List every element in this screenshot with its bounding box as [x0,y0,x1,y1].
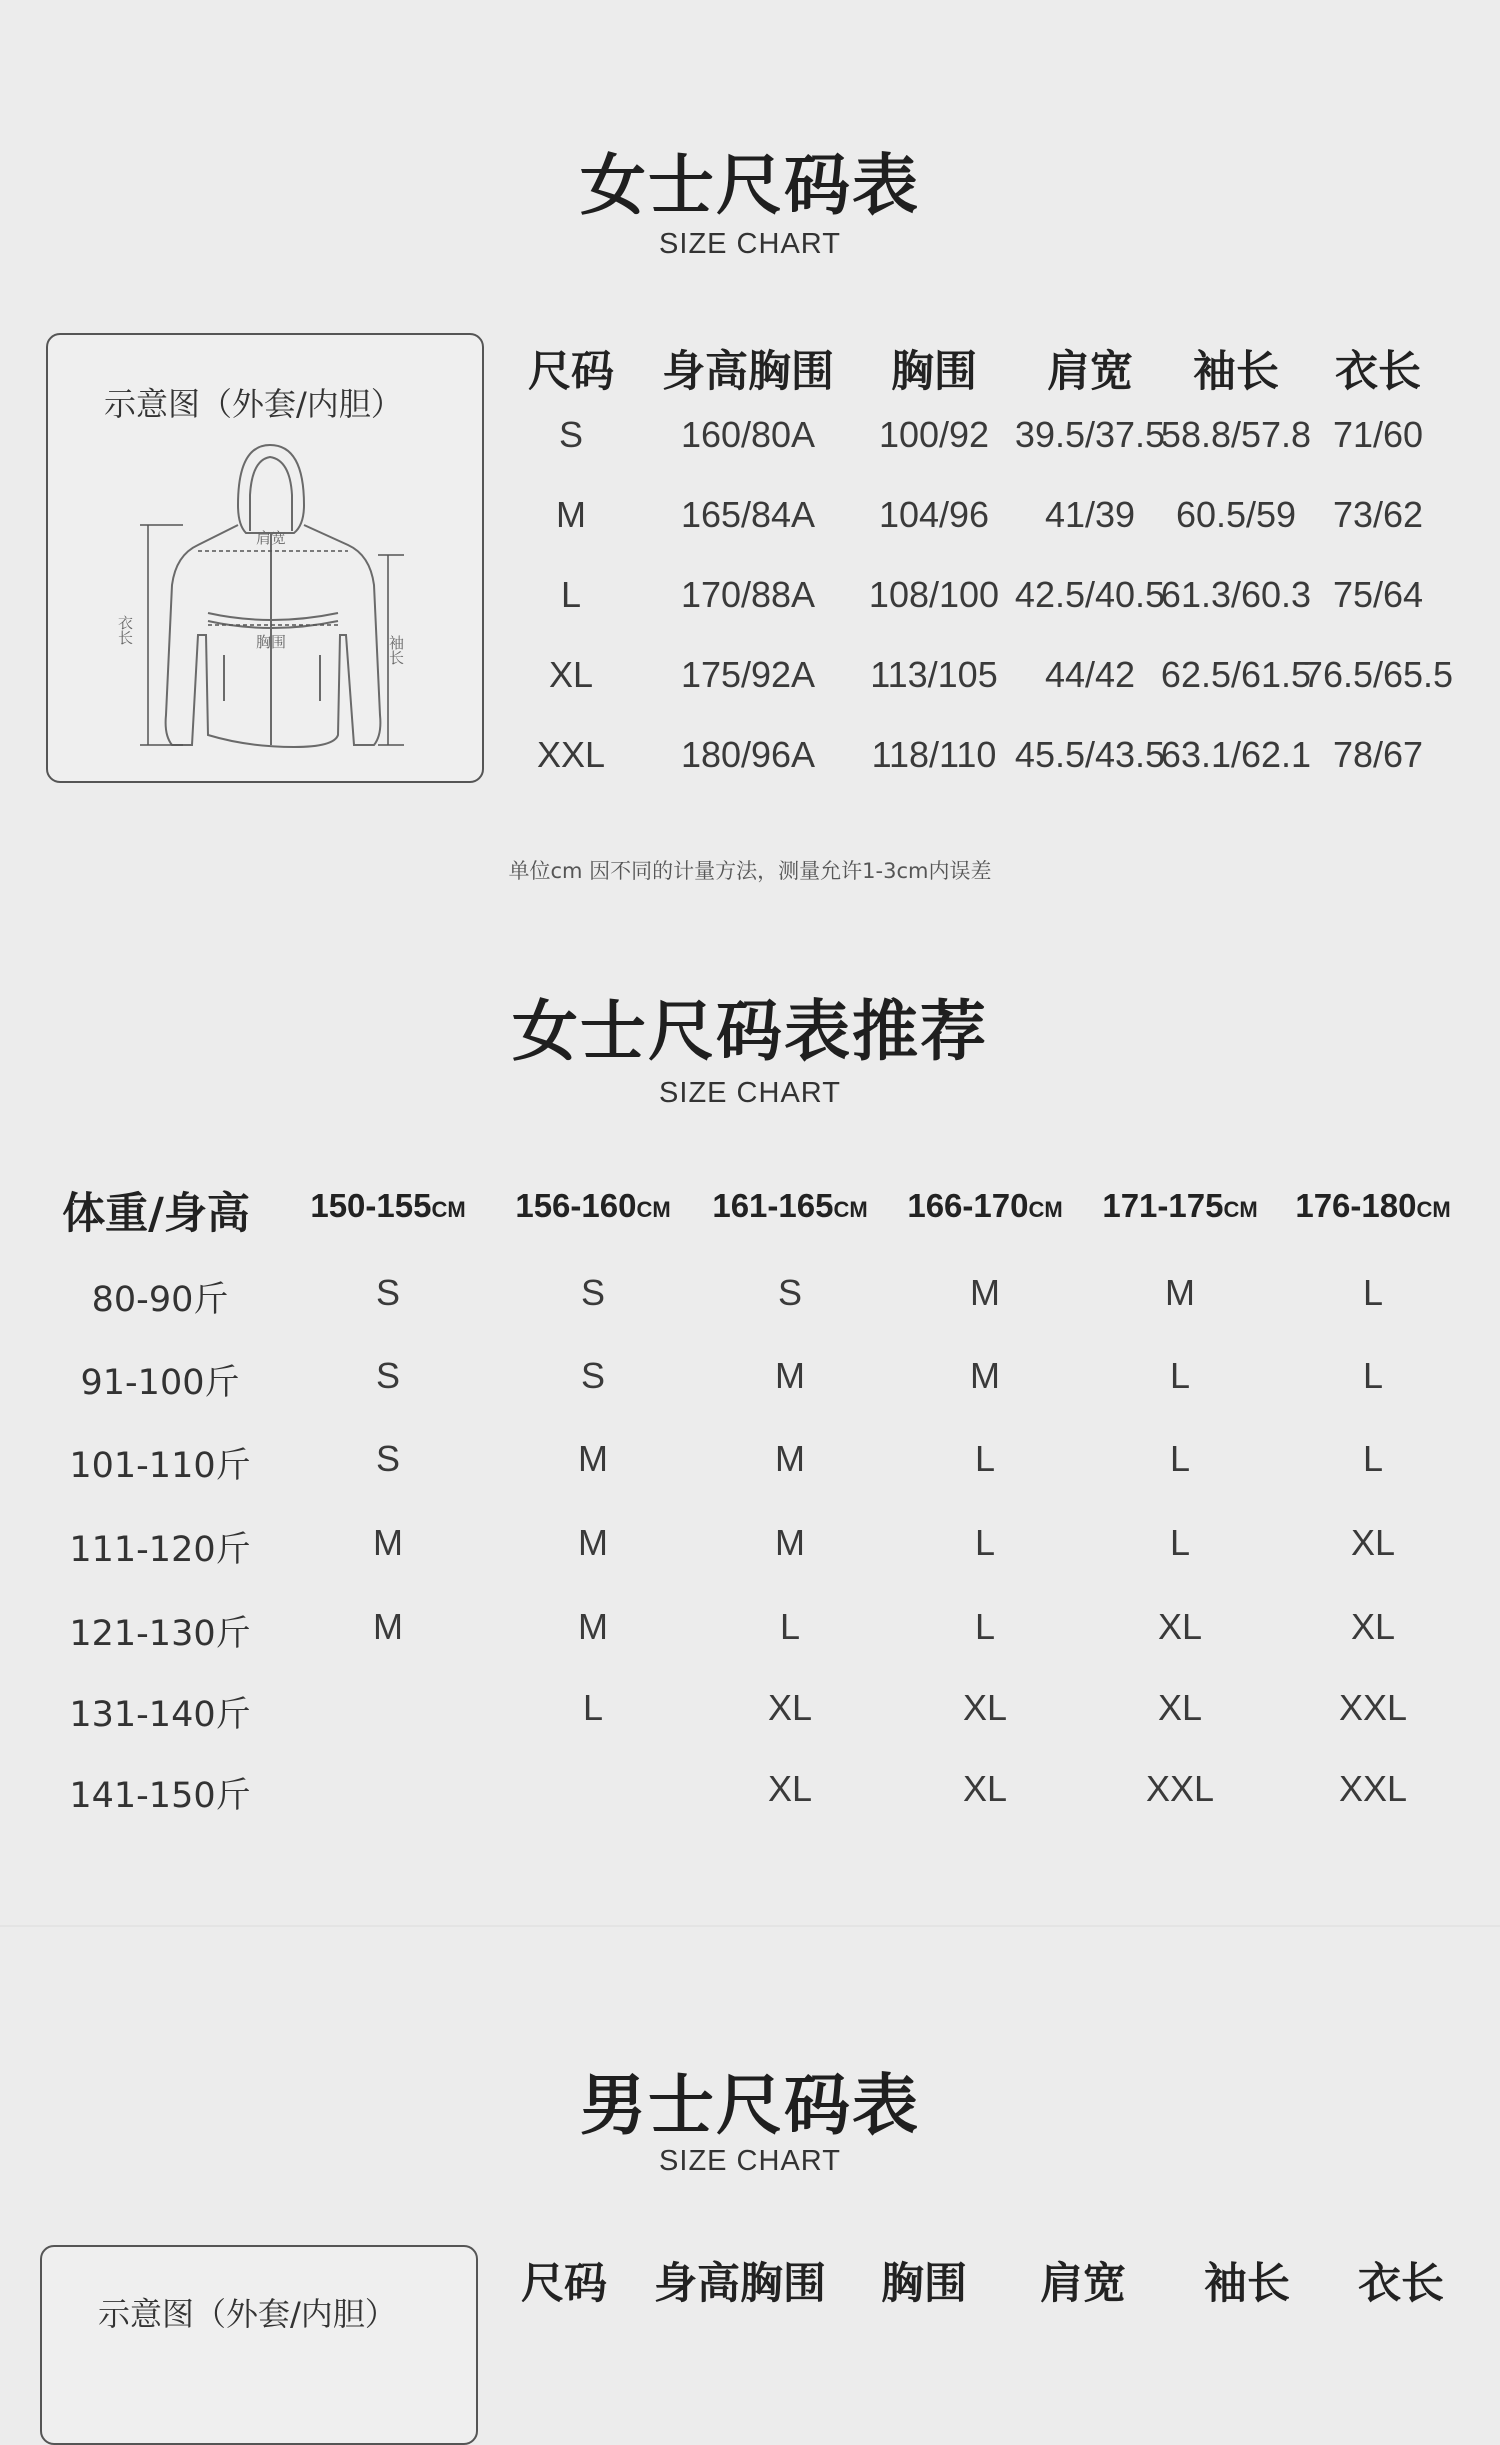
weight-range-label: 80-90斤 [91,1280,229,1320]
women-table-cell: 113/105 [870,654,998,695]
women-col-header: 衣长 [1335,347,1421,397]
recommended-size-cell: L [1169,1522,1191,1563]
weight-range-label: 131-140斤 [69,1695,251,1735]
chest-label: 胸围 [256,633,287,651]
recommended-size-cell: S [375,1438,401,1479]
women-col-header: 袖长 [1193,347,1279,397]
jacket-illustration [48,335,486,785]
women-table-cell: 62.5/61.5 [1160,654,1312,695]
height-range-header [310,1187,465,1225]
recommended-size-cell: M [578,1438,608,1479]
height-unit: CM [431,1197,466,1222]
women-table-cell: 60.5/59 [1175,494,1297,535]
women-table-cell: 39.5/37.5 [1014,414,1166,455]
recommended-size-cell: L [974,1438,996,1479]
women-table-cell: 175/92A [680,654,816,695]
recommended-size-cell: M [775,1522,805,1563]
height-range-value: 150-155 [310,1187,432,1224]
height-unit: CM [833,1197,868,1222]
height-range-value: 176-180 [1295,1187,1417,1224]
women-table-cell: 165/84A [680,494,816,535]
men-col-header: 肩宽 [1040,2259,1126,2309]
recommended-size-cell: M [373,1522,403,1563]
length-label: 衣长 [116,615,134,645]
recommended-size-cell: M [970,1272,1000,1313]
recommended-size-cell: M [775,1355,805,1396]
weight-range-label: 101-110斤 [69,1446,251,1486]
women-table-cell: 63.1/62.1 [1160,734,1312,775]
recommended-size-cell: L [779,1606,801,1647]
recommended-size-cell: XL [962,1687,1008,1728]
women-table-cell: 44/42 [1044,654,1136,695]
women-table-cell: 108/100 [868,574,1000,615]
women-chart-subtitle: SIZE CHART [659,228,841,260]
women-table-cell: L [560,574,582,615]
women-recommend-title: 女士尺码表推荐 [512,993,988,1070]
men-col-header: 尺码 [521,2259,607,2309]
men-chart-subtitle: SIZE CHART [659,2145,841,2177]
women-table-cell: M [556,494,586,535]
height-unit: CM [636,1197,671,1222]
weight-range-label: 91-100斤 [80,1363,240,1403]
women-table-cell: 76.5/65.5 [1302,654,1454,695]
recommended-size-cell: M [1165,1272,1195,1313]
women-table-cell: 170/88A [680,574,816,615]
recommended-size-cell: XL [962,1768,1008,1809]
women-table-cell: 118/110 [871,734,997,775]
men-col-header: 身高胸围 [654,2259,826,2309]
women-table-cell: 160/80A [680,414,816,455]
recommended-size-cell: M [578,1606,608,1647]
height-range-header [515,1187,670,1225]
height-range-header [1295,1187,1450,1225]
recommended-size-cell: L [1362,1355,1384,1396]
women-table-cell: 42.5/40.5 [1014,574,1166,615]
women-table-cell: 41/39 [1044,494,1136,535]
height-unit: CM [1416,1197,1451,1222]
recommended-size-cell: XXL [1145,1768,1215,1809]
section-divider [0,1925,1500,1927]
shoulder-label: 肩宽 [256,529,287,547]
recommended-size-cell: M [578,1522,608,1563]
recommended-size-cell: M [775,1438,805,1479]
women-table-cell: XXL [536,734,606,775]
recommended-size-cell: XL [767,1687,813,1728]
women-table-cell: 78/67 [1332,734,1424,775]
women-jacket-diagram [46,333,484,783]
weight-range-label: 141-150斤 [69,1776,251,1816]
height-range-header [712,1187,867,1225]
women-col-header: 尺码 [528,347,614,397]
recommended-size-cell: L [1169,1355,1191,1396]
weight-height-corner: 体重/身高 [62,1189,250,1239]
women-table-cell: 61.3/60.3 [1160,574,1312,615]
women-table-cell: XL [548,654,594,695]
recommended-size-cell: L [1362,1438,1384,1479]
recommended-size-cell: L [1362,1272,1384,1313]
women-table-cell: 45.5/43.5 [1014,734,1166,775]
diagram-caption: 示意图（外套/内胆） [104,385,403,423]
recommended-size-cell: L [1169,1438,1191,1479]
recommended-size-cell: L [974,1606,996,1647]
height-range-value: 171-175 [1102,1187,1224,1224]
women-table-cell: 58.8/57.8 [1160,414,1312,455]
women-table-cell: 104/96 [878,494,990,535]
recommended-size-cell: S [580,1355,606,1396]
women-table-cell: S [558,414,584,455]
height-unit: CM [1223,1197,1258,1222]
men-jacket-diagram [40,2245,478,2445]
height-range-value: 166-170 [907,1187,1029,1224]
women-col-header: 肩宽 [1047,347,1133,397]
women-recommend-subtitle: SIZE CHART [659,1077,841,1109]
recommended-size-cell: M [970,1355,1000,1396]
men-col-header: 胸围 [881,2259,967,2309]
recommended-size-cell: S [375,1272,401,1313]
recommended-size-cell: S [777,1272,803,1313]
men-col-header: 衣长 [1358,2259,1444,2309]
recommended-size-cell: S [580,1272,606,1313]
women-table-cell: 100/92 [878,414,990,455]
men-chart-title: 男士尺码表 [580,2067,920,2144]
recommended-size-cell: M [373,1606,403,1647]
women-table-cell: 71/60 [1332,414,1424,455]
recommended-size-cell: XL [1157,1687,1203,1728]
recommended-size-cell: XXL [1338,1768,1408,1809]
weight-range-label: 121-130斤 [69,1614,251,1654]
recommended-size-cell: L [582,1687,604,1728]
women-col-header: 身高胸围 [662,347,834,397]
women-chart-title: 女士尺码表 [580,147,920,224]
men-diagram-caption: 示意图（外套/内胆） [98,2295,397,2333]
recommended-size-cell: XL [1350,1522,1396,1563]
measurement-note: 单位cm 因不同的计量方法，测量允许1-3cm内误差 [508,859,992,883]
height-range-header [1102,1187,1257,1225]
recommended-size-cell: XL [1157,1606,1203,1647]
women-table-cell: 73/62 [1332,494,1424,535]
women-col-header: 胸围 [891,347,977,397]
sleeve-label: 袖长 [387,635,405,665]
recommended-size-cell: S [375,1355,401,1396]
recommended-size-cell: XL [767,1768,813,1809]
recommended-size-cell: XXL [1338,1687,1408,1728]
height-unit: CM [1028,1197,1063,1222]
height-range-header [907,1187,1062,1225]
women-table-cell: 180/96A [680,734,816,775]
weight-range-label: 111-120斤 [69,1530,251,1570]
women-table-cell: 75/64 [1332,574,1424,615]
recommended-size-cell: L [974,1522,996,1563]
recommended-size-cell: XL [1350,1606,1396,1647]
men-col-header: 袖长 [1204,2259,1290,2309]
height-range-value: 156-160 [515,1187,637,1224]
height-range-value: 161-165 [712,1187,834,1224]
